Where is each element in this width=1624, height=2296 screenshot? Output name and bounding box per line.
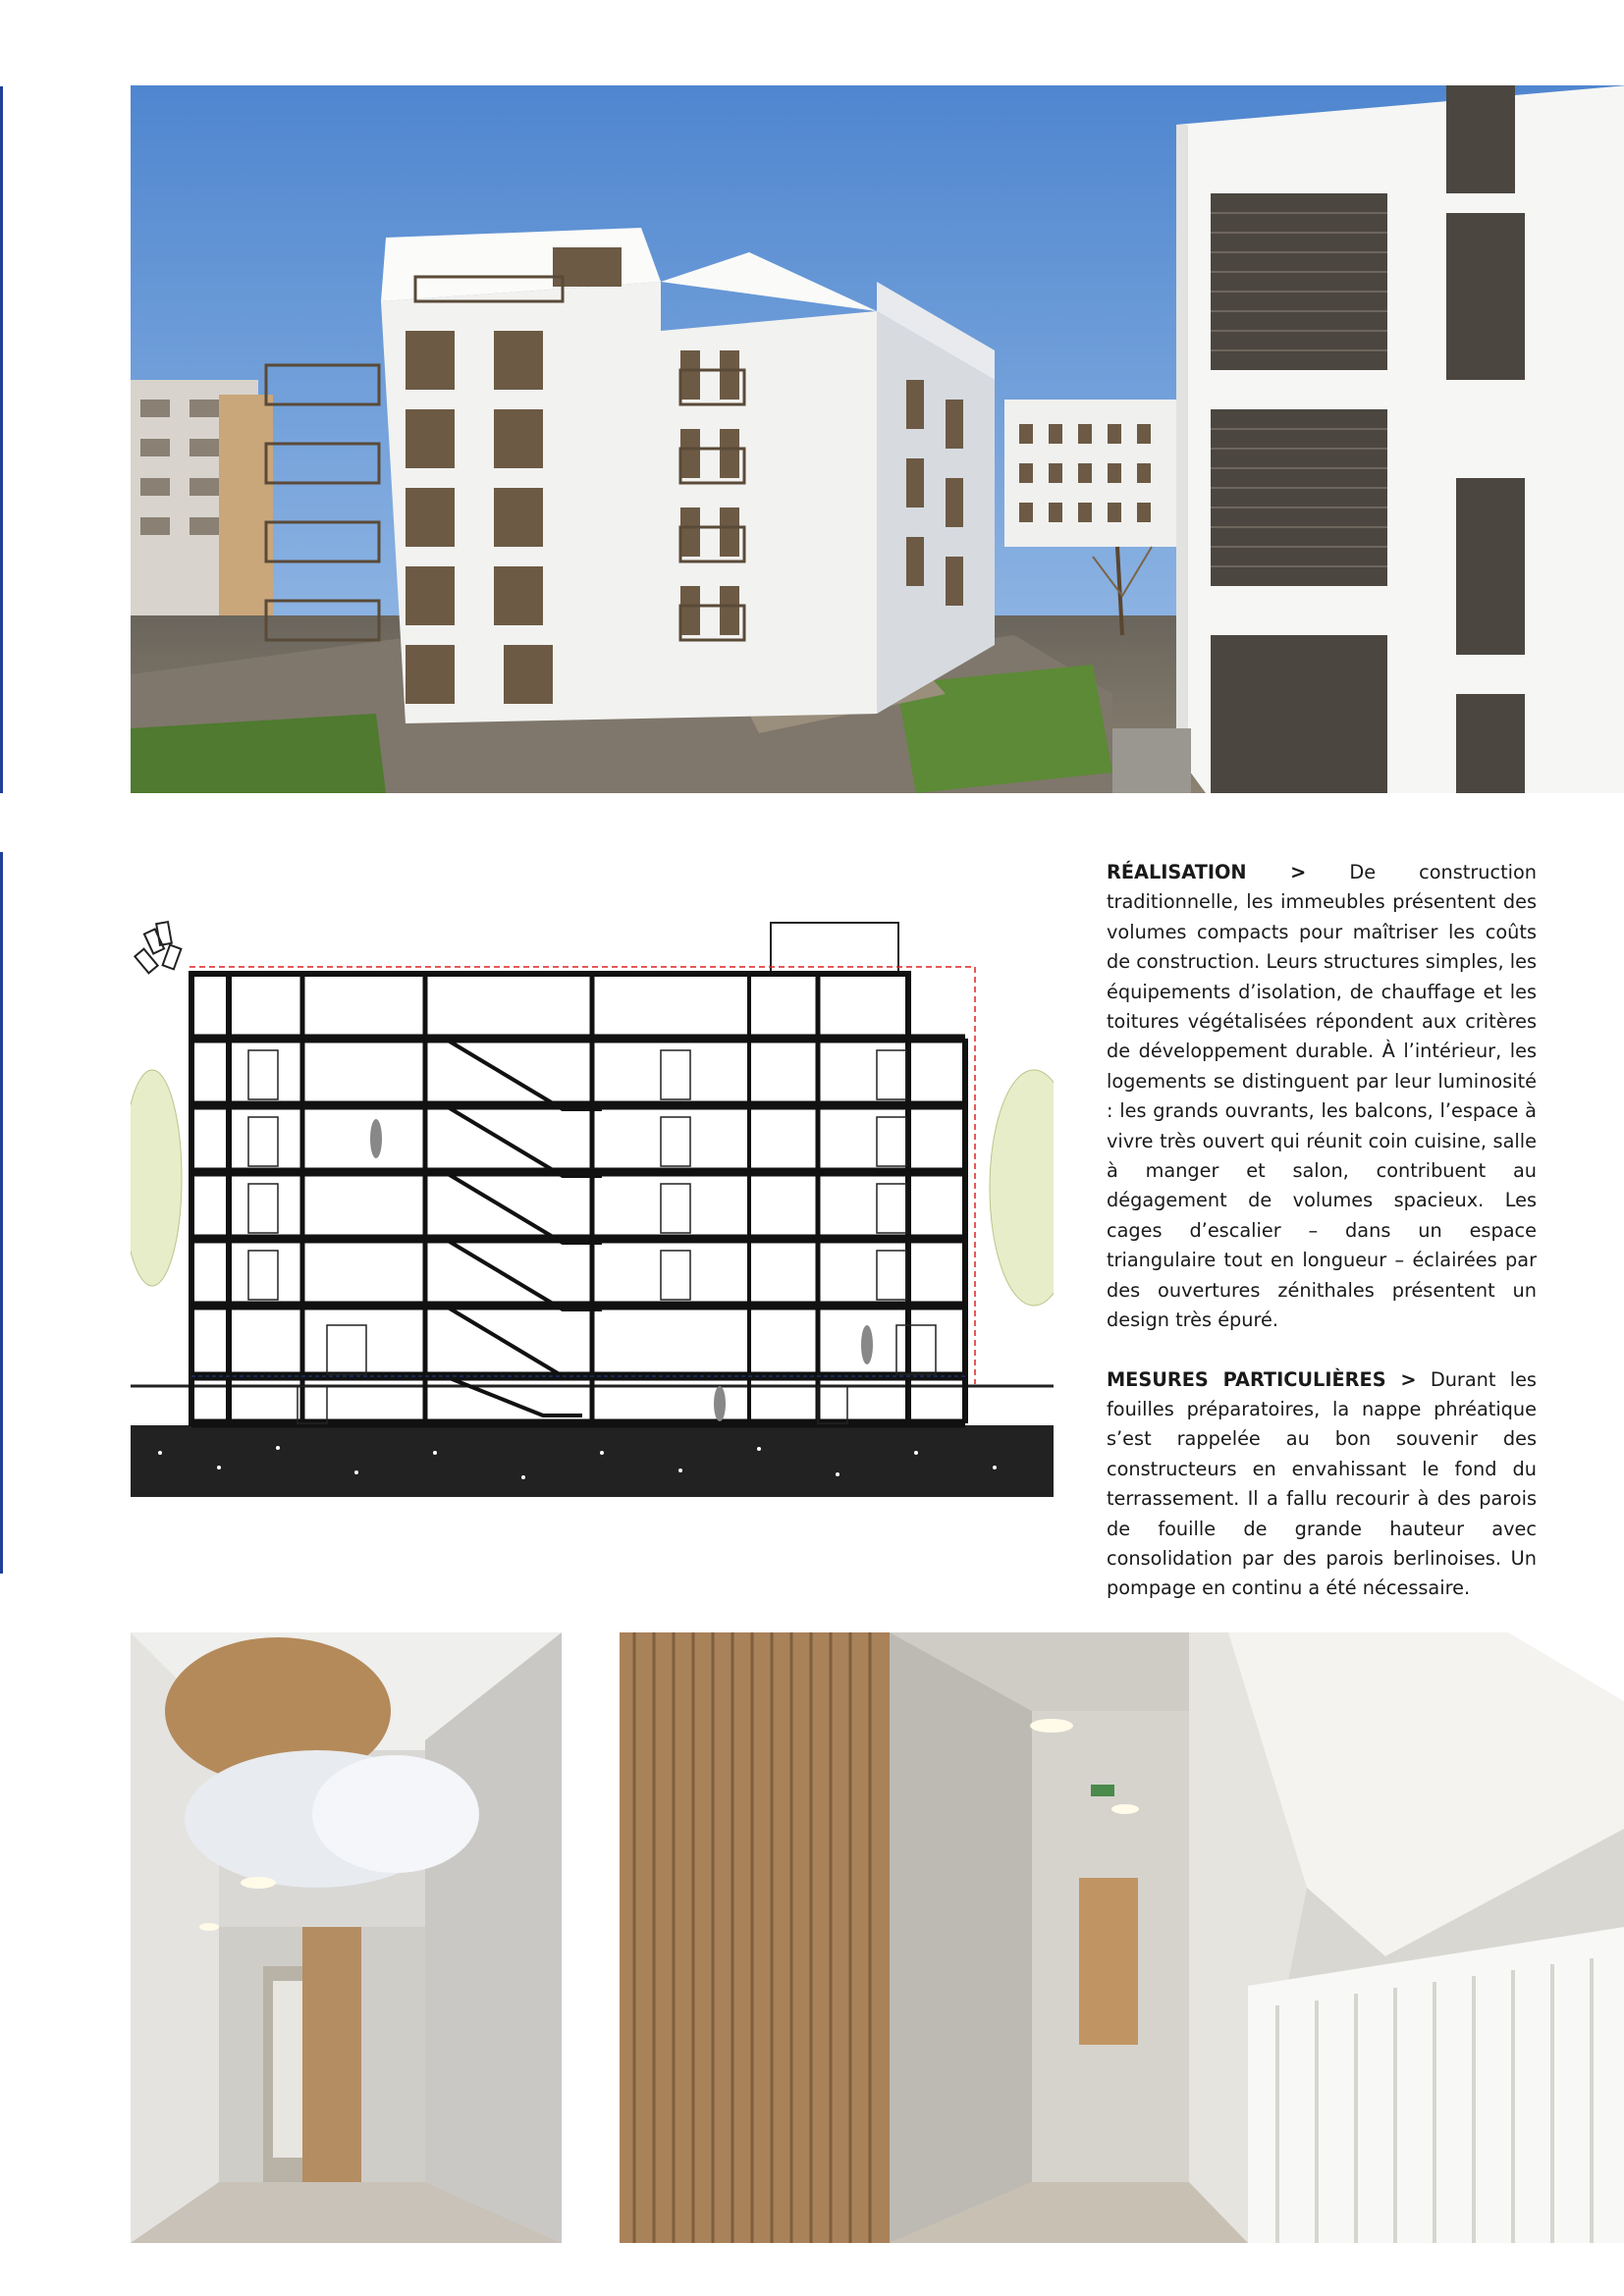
article-text bbox=[1107, 858, 1537, 1633]
realisation-body: De construction traditionnelle, les immeubles présentent des volumes compacts pour maîtriser les coûts de construction. Leurs structures simples, les équipements d’isolation, de chauffage et les toitures végétalisées répondent aux critères de développement durable. À l’intérieur, les logements se distinguent par leur luminosité : les grands ouvrants, les balcons, l’espace à vivre très ouvert qui réunit coin cuisine, salle à manger et salon, contribuent au dégagement de volumes spacieux. Les cages d’escalier – dans un espace triangulaire tout en longueur – éclairées par des ouvertures zénithales présentent un design très épuré. bbox=[1107, 861, 1538, 1332]
page-edge-mark-top bbox=[0, 86, 3, 793]
page-edge-mark-bottom bbox=[0, 852, 3, 1574]
mesures-body: Durant les fouilles préparatoires, la nappe phréatique s’est rappelée au bon souvenir des constructeurs en envahissant le fond du terrassement. Il a fallu recourir à des parois de fouille de grande hauteur avec consolidation par des parois berlinoises. Un pompage en continu a été nécessaire. bbox=[1107, 1367, 1537, 1600]
building-section-drawing bbox=[131, 903, 1054, 1497]
mesures-paragraph bbox=[1107, 1365, 1537, 1604]
realisation-lead: RÉALISATION > bbox=[1107, 861, 1307, 883]
realisation-paragraph bbox=[1107, 858, 1537, 1336]
entrance-hall-photo bbox=[131, 1632, 562, 2243]
corridor-staircase-photo bbox=[620, 1632, 1624, 2243]
exterior-building-photo bbox=[131, 85, 1624, 793]
mesures-lead: MESURES PARTICULIÈRES > bbox=[1107, 1367, 1417, 1391]
